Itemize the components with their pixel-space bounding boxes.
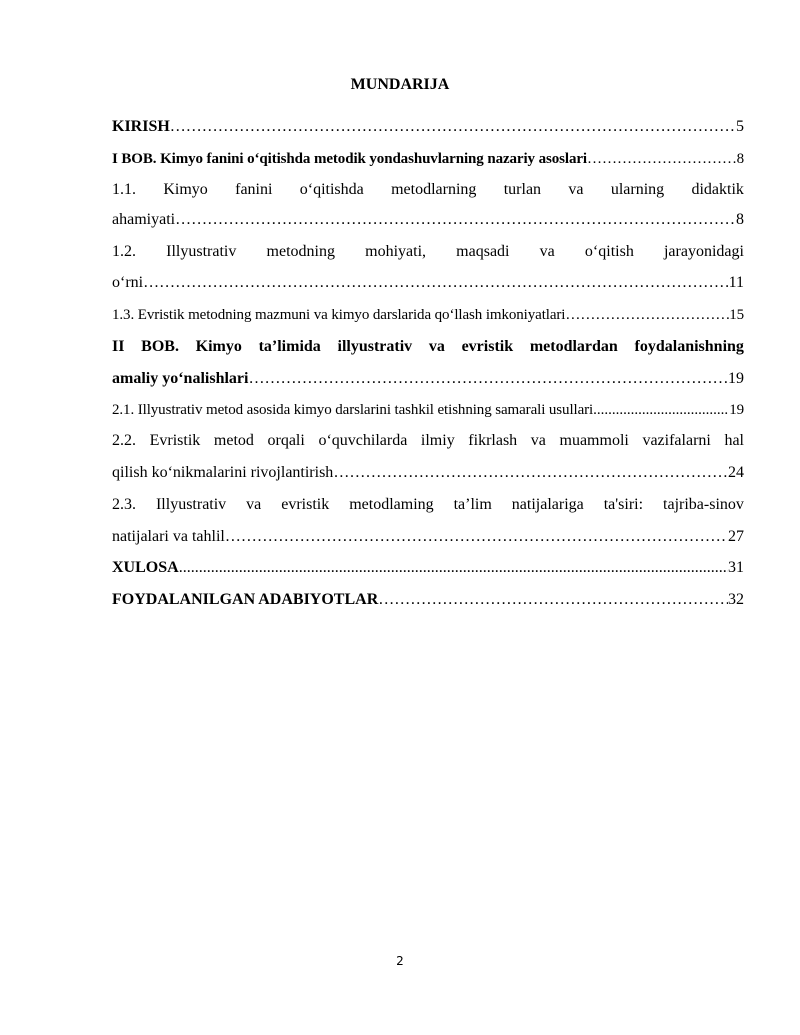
toc-entry-2-2-line1[interactable]: [112, 430, 744, 452]
toc-entry-2-1[interactable]: [112, 399, 744, 421]
leader-dots: [565, 304, 729, 326]
word: vazifalarni: [642, 432, 711, 449]
word: 2.3.: [112, 496, 136, 513]
word: ta’limida: [258, 338, 321, 355]
word: illyustrativ: [337, 338, 413, 355]
toc-entry-chapter-1[interactable]: [112, 148, 744, 170]
word: 1.1.: [112, 181, 136, 198]
toc-entry-2-3-line2[interactable]: [112, 526, 744, 548]
word: 1.2.: [112, 243, 136, 260]
word: va: [428, 338, 445, 355]
word: 2.2.: [112, 432, 136, 449]
toc-page-number: 11: [728, 274, 744, 291]
word: natijalariga: [511, 496, 584, 513]
leader-dots: [170, 116, 736, 138]
toc-page-number: 8: [736, 211, 744, 228]
toc-entry-label: FOYDALANILGAN ADABIYOTLAR: [112, 591, 379, 608]
word: fikrlash: [468, 432, 518, 449]
toc-entry-1-1-line2[interactable]: [112, 209, 744, 231]
toc-page-number: 32: [728, 591, 744, 608]
toc-entry-label: o‘rni: [112, 274, 144, 291]
word: Illyustrativ: [166, 243, 237, 260]
leader-dots: [378, 589, 728, 611]
word: metod: [213, 432, 254, 449]
toc-page-number: 19: [729, 402, 744, 418]
leader-dots: [143, 272, 728, 294]
word: BOB.: [141, 338, 179, 355]
word: ta’lim: [453, 496, 492, 513]
word: muammoli: [559, 432, 629, 449]
leader-dots: [225, 526, 728, 548]
word: mohiyati,: [365, 243, 427, 260]
word: va: [246, 496, 262, 513]
word: Evristik: [149, 432, 201, 449]
word: metodlarning: [391, 181, 477, 198]
word: jarayonidagi: [663, 243, 744, 260]
toc-page-number: 15: [729, 307, 744, 323]
toc-entry-references[interactable]: [112, 589, 744, 611]
word: hal: [724, 432, 744, 449]
word: metodning: [266, 243, 335, 260]
toc-entry-label: qilish ko‘nikmalarini rivojlantirish: [112, 464, 334, 481]
leader-dots: [587, 148, 737, 170]
leader-dots: [593, 399, 729, 421]
word: ilmiy: [420, 432, 455, 449]
word: turlan: [503, 181, 542, 198]
toc-page-number: 5: [736, 118, 744, 135]
word: didaktik: [691, 181, 744, 198]
word: va: [568, 181, 584, 198]
page-title: MUNDARIJA: [350, 76, 450, 93]
toc-page-number: 8: [736, 151, 744, 167]
toc-page-number: 24: [728, 464, 744, 481]
toc-entry-2-3-line1[interactable]: [112, 494, 744, 516]
toc-entry-1-2-line1[interactable]: [112, 241, 744, 263]
toc-entry-label: XULOSA: [112, 559, 179, 576]
toc-entry-1-1-line1[interactable]: [112, 179, 744, 201]
page-number: 2: [396, 954, 404, 968]
toc-page-number: 19: [728, 370, 744, 387]
word: maqsadi: [456, 243, 510, 260]
word: ta'siri:: [603, 496, 644, 513]
toc-page-number: 27: [728, 528, 744, 545]
word: va: [539, 243, 555, 260]
toc-entry-kirish[interactable]: [112, 116, 744, 138]
word: o‘quvchilarda: [318, 432, 408, 449]
leader-dots: [175, 209, 736, 231]
toc-entry-xulosa[interactable]: [112, 557, 744, 579]
word: evristik: [281, 496, 330, 513]
word: foydalanishning: [634, 338, 744, 355]
toc-page-number: 31: [728, 559, 744, 576]
toc-entry-label: 1.3. Evristik metodning mazmuni va kimyo darslarida qo‘llash imkoniyatlari: [112, 307, 566, 323]
toc-entry-1-3[interactable]: [112, 304, 744, 326]
word: II: [112, 338, 125, 355]
word: ularning: [610, 181, 665, 198]
word: orqali: [267, 432, 305, 449]
toc-entry-1-2-line2[interactable]: [112, 272, 744, 294]
toc-entry-label: I BOB. Kimyo fanini o‘qitishda metodik yondashuvlarning nazariy asoslari: [112, 151, 587, 167]
word: o‘qitish: [584, 243, 634, 260]
word: Kimyo: [163, 181, 208, 198]
word: metodlaming: [349, 496, 434, 513]
word: metodlardan: [529, 338, 618, 355]
word: va: [530, 432, 546, 449]
leader-dots: [179, 557, 728, 579]
word: fanini: [235, 181, 273, 198]
toc-entry-label: ahamiyati: [112, 211, 176, 228]
toc-entry-label: natijalari va tahlil: [112, 528, 225, 545]
toc-entry-chapter-2-line1[interactable]: [112, 336, 744, 358]
word: tajriba-sinov: [663, 496, 744, 513]
toc-entry-label: 2.1. Illyustrativ metod asosida kimyo darslarini tashkil etishning samarali usullari: [112, 402, 594, 418]
toc-entry-label: KIRISH: [112, 118, 170, 135]
leader-dots: [248, 368, 728, 390]
word: Illyustrativ: [155, 496, 227, 513]
word: evristik: [461, 338, 514, 355]
toc-entry-2-2-line2[interactable]: [112, 462, 744, 484]
word: o‘qitishda: [299, 181, 364, 198]
leader-dots: [333, 462, 728, 484]
toc-entry-label: amaliy yo‘nalishlari: [112, 370, 249, 387]
toc-entry-chapter-2-line2[interactable]: [112, 368, 744, 390]
word: Kimyo: [195, 338, 242, 355]
